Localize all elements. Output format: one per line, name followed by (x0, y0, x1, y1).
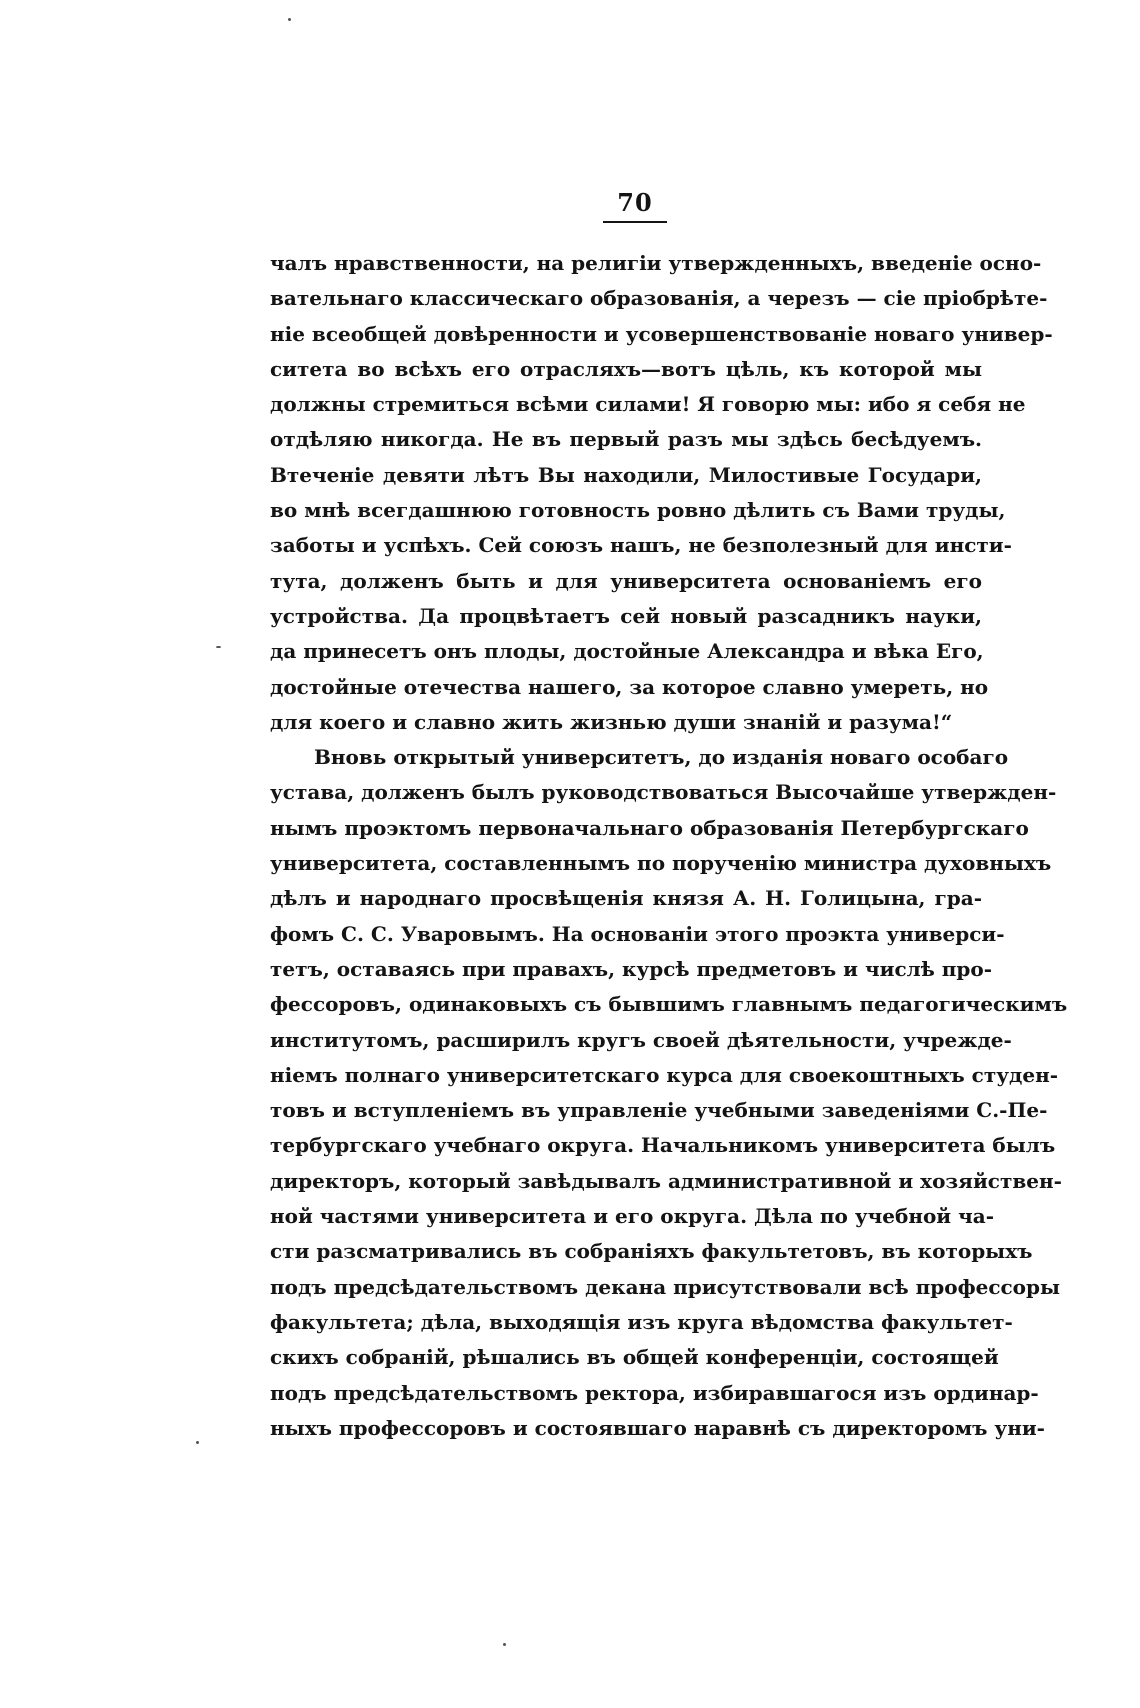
text-line: фессоровъ, одинаковыхъ съ бывшимъ главнымъ педагогическимъ (270, 992, 1068, 1017)
scan-speck (216, 646, 221, 648)
text-line: товъ и вступленіемъ въ управленіе учебными заведеніями С.-Пе- (270, 1098, 1048, 1123)
paragraph-1 (270, 246, 1053, 740)
text-line: тербургскаго учебнаго округа. Начальникомъ университета былъ (270, 1133, 1056, 1158)
text-line: дѣлъ и народнаго просвѣщенія князя А. Н. Голицына, гра- (270, 886, 982, 911)
text-line: Вновь открытый университетъ, до изданія новаго особаго (314, 745, 1009, 770)
text-line: подъ предсѣдательствомъ ректора, избиравшагося изъ ординар- (270, 1380, 1039, 1405)
text-line: подъ предсѣдательствомъ декана присутствовали всѣ профессоры (270, 1274, 1061, 1299)
text-line: во мнѣ всегдашнюю готовность ровно дѣлить съ Вами труды, (270, 498, 1006, 523)
text-line: устройства. Да процвѣтаетъ сей новый разсадникъ науки, (270, 603, 982, 628)
text-line: тута, долженъ быть и для университета основаніемъ его (270, 568, 982, 593)
text-line: устава, долженъ былъ руководствоваться Высочайше утвержден- (270, 780, 1057, 805)
text-line: скихъ собраній, рѣшались въ общей конференціи, состоящей (270, 1345, 999, 1370)
text-line: ніе всеобщей довѣренности и усовершенствованіе новаго универ- (270, 321, 1053, 346)
text-line: ныхъ профессоровъ и состоявшаго наравнѣ съ директоромъ уни- (270, 1415, 1045, 1440)
text-line: достойные отечества нашего, за которое славно умереть, но (270, 674, 989, 699)
text-line: тетъ, оставаясь при правахъ, курсѣ предметовъ и числѣ про- (270, 956, 993, 981)
scan-speck (503, 1643, 506, 1646)
page-number: 70 (617, 188, 653, 217)
body-text (270, 246, 1068, 1446)
scan-speck (288, 18, 291, 21)
text-line: фомъ С. С. Уваровымъ. На основаніи этого проэкта универси- (270, 921, 1005, 946)
text-line: университета, составленнымъ по порученію министра духовныхъ (270, 851, 1052, 876)
text-line: нымъ проэктомъ первоначальнаго образованія Петербургскаго (270, 815, 1029, 840)
text-line: сти разсматривались въ собраніяхъ факультетовъ, въ которыхъ (270, 1239, 1033, 1264)
paragraph-2 (270, 740, 1068, 1446)
text-line: ной частями университета и его округа. Дѣла по учебной ча- (270, 1204, 994, 1229)
text-line: директоръ, который завѣдывалъ административной и хозяйствен- (270, 1168, 1062, 1193)
page-number-rule (603, 221, 667, 223)
text-line: институтомъ, расширилъ кругъ своей дѣятельности, учрежде- (270, 1027, 1012, 1052)
text-line: чалъ нравственности, на религіи утвержденныхъ, введеніе осно- (270, 251, 1042, 275)
text-line: вательнаго классическаго образованія, а черезъ — сіе пріобрѣте- (270, 286, 1048, 311)
text-line: да принесетъ онъ плоды, достойные Александра и вѣка Его, (270, 639, 984, 664)
text-line: ніемъ полнаго университетскаго курса для своекоштныхъ студен- (270, 1062, 1059, 1087)
text-line: заботы и успѣхъ. Сей союзъ нашъ, не безполезный для инсти- (270, 533, 1012, 558)
text-line: для коего и славно жить жизнью души знаній и разума!“ (270, 709, 953, 734)
text-line: ситета во всѣхъ его отрасляхъ—вотъ цѣль, къ которой мы (270, 356, 982, 381)
text-line: Втеченіе девяти лѣтъ Вы находили, Милостивые Государи, (270, 462, 982, 487)
text-line: должны стремиться всѣми силами! Я говорю мы: ибо я себя не (270, 392, 1026, 417)
text-line: факультета; дѣла, выходящія изъ круга вѣдомства факультет- (270, 1309, 1013, 1334)
scan-speck (196, 1441, 199, 1444)
text-line: отдѣляю никогда. Не въ первый разъ мы здѣсь бесѣдуемъ. (270, 427, 982, 452)
